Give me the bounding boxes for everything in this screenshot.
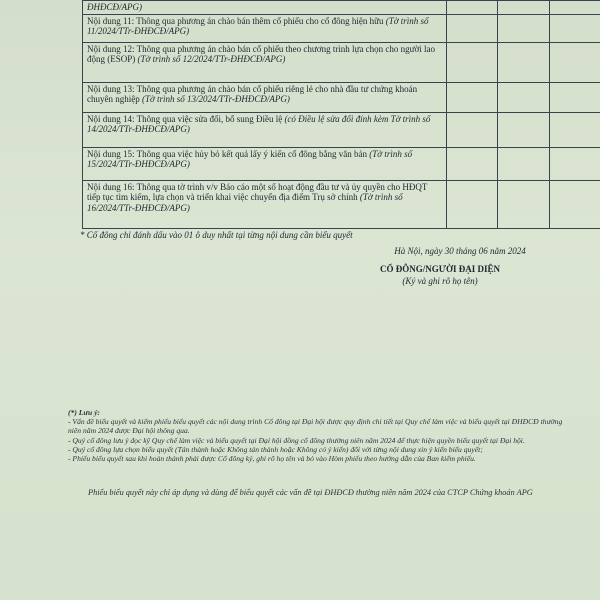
- table-row: [83, 42, 600, 82]
- disapprove-box[interactable]: [498, 42, 550, 82]
- no-opinion-box[interactable]: [550, 42, 600, 82]
- row-content: Nội dung 12: Thông qua phương án chào bán cổ phiếu theo chương trình lựa chọn cho người lao động (ESOP) (Tờ trình số 12/2024/TTr-ĐHĐCĐ/APG): [83, 42, 447, 82]
- row-content: ĐHĐCĐ/APG): [83, 1, 447, 15]
- no-opinion-box[interactable]: [550, 180, 600, 228]
- notes-section: [68, 408, 568, 463]
- approve-box[interactable]: [446, 1, 498, 15]
- no-opinion-box[interactable]: [550, 112, 600, 147]
- disapprove-box[interactable]: [498, 14, 550, 42]
- disapprove-box[interactable]: [498, 1, 550, 15]
- approve-box[interactable]: [446, 14, 498, 42]
- disapprove-box[interactable]: [498, 147, 550, 180]
- no-opinion-box[interactable]: [550, 1, 600, 15]
- disapprove-box[interactable]: [498, 112, 550, 147]
- note-line: - Quý cổ đông lựa chọn biểu quyết (Tán thành hoặc Không tán thành hoặc Không có ý kiến) đối với từng nội dung xin ý kiến biểu quyết;: [68, 444, 483, 454]
- table-row: [83, 14, 600, 42]
- disapprove-box[interactable]: [498, 180, 550, 228]
- row-content: Nội dung 16: Thông qua tờ trình v/v Báo cáo một số hoạt động đầu tư và ủy quyền cho HĐQT tiếp tục tìm kiếm, lựa chọn và triển khai việc chuyển địa điểm Trụ sở chính (Tờ trình số 16/2024/TTr-ĐHĐCĐ/APG): [83, 180, 447, 228]
- approve-box[interactable]: [446, 42, 498, 82]
- table-row: [83, 1, 600, 15]
- no-opinion-box[interactable]: [550, 82, 600, 112]
- note-line: - Vấn đề biểu quyết và kiểm phiếu biểu quyết các nội dung trình Cổ đông tại Đại hội được quy định chi tiết tại Quy chế làm việc và biểu quyết tại ĐHĐCĐ thường niên năm 2024 được Đại hội thông qua.: [68, 417, 563, 436]
- table-row: [83, 82, 600, 112]
- approve-box[interactable]: [446, 82, 498, 112]
- row-content: Nội dung 14: Thông qua việc sửa đổi, bổ sung Điều lệ (có Điều lệ sửa đổi đính kèm Tờ trình số 14/2024/TTr-ĐHĐCĐ/APG): [83, 112, 447, 147]
- no-opinion-box[interactable]: [550, 14, 600, 42]
- disapprove-box[interactable]: [498, 82, 550, 112]
- table-row: [83, 147, 600, 180]
- row-content: Nội dung 11: Thông qua phương án chào bán thêm cổ phiếu cho cổ đông hiện hữu (Tờ trình số 11/2024/TTr-ĐHĐCĐ/APG): [83, 14, 447, 42]
- table-row: [83, 112, 600, 147]
- voting-table: [82, 0, 600, 229]
- approve-box[interactable]: [446, 147, 498, 180]
- final-statement: Phiếu biểu quyết này chỉ áp dụng và dùng để biểu quyết các vấn đề tại ĐHĐCĐ thường niên năm 2024 của CTCP Chứng khoán APG: [88, 488, 533, 497]
- note-line: - Phiếu biểu quyết sau khi hoàn thành phải được Cổ đông ký, ghi rõ họ tên và bỏ vào Hòm phiếu theo hướng dẫn của Ban kiểm phiếu.: [68, 454, 476, 464]
- notes-title: (*) Lưu ý:: [68, 408, 100, 417]
- signature-role: CỔ ĐÔNG/NGƯỜI ĐẠI DIỆN: [380, 264, 500, 274]
- approve-box[interactable]: [446, 112, 498, 147]
- row-content: Nội dung 15: Thông qua việc hủy bỏ kết quả lấy ý kiến cổ đông bằng văn bản (Tờ trình số 15/2024/TTr-ĐHĐCĐ/APG): [83, 147, 447, 180]
- approve-box[interactable]: [446, 180, 498, 228]
- table-row: [83, 180, 600, 228]
- signature-block: [330, 246, 550, 286]
- signature-date: Hà Nội, ngày 30 tháng 06 năm 2024: [394, 246, 526, 256]
- no-opinion-box[interactable]: [550, 147, 600, 180]
- footnote: * Cổ đông chỉ đánh dấu vào 01 ô duy nhất tại từng nội dung cần biểu quyết: [80, 230, 353, 240]
- row-content: Nội dung 13: Thông qua phương án chào bán cổ phiếu riêng lẻ cho nhà đầu tư chứng khoán chuyên nghiệp (Tờ trình số 13/2024/TTr-ĐHĐCĐ/APG): [83, 82, 447, 112]
- signature-hint: (Ký và ghi rõ họ tên): [402, 276, 478, 286]
- note-line: - Quý cổ đông lưu ý đọc kỹ Quy chế làm việc và biểu quyết tại Đại hội đồng cổ đông thường niên năm 2024 để thực hiện quyền biểu quyết tại Đại hội.: [68, 435, 525, 445]
